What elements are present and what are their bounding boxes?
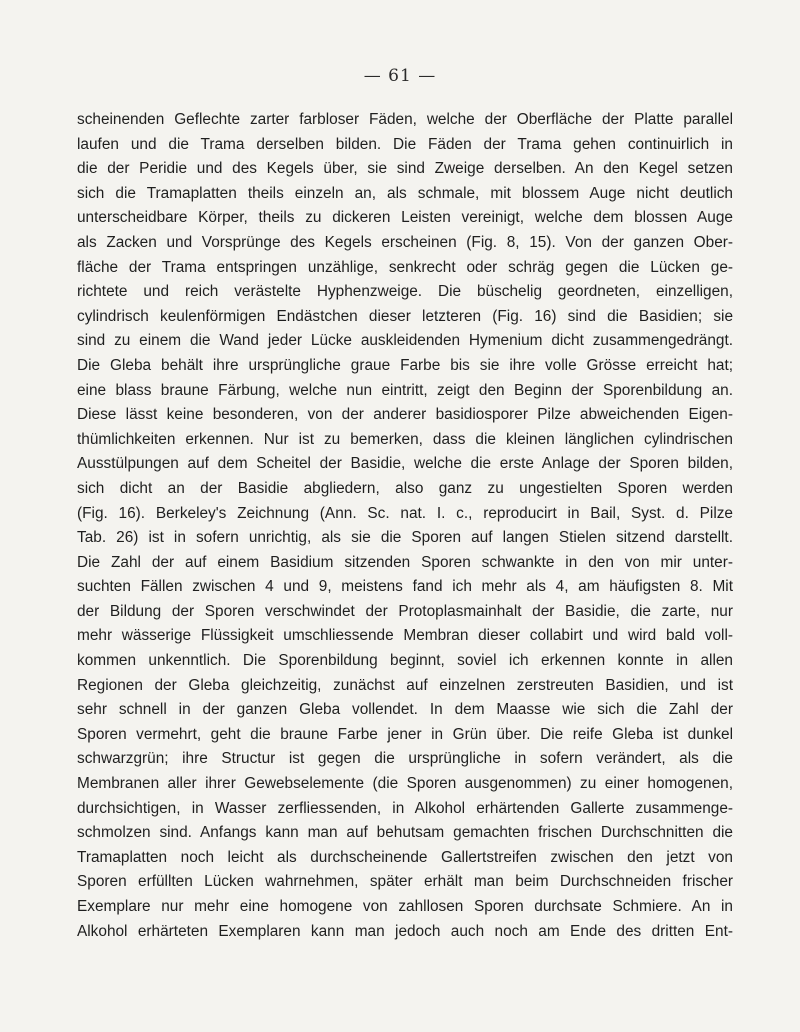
text-line: Tab. 26) ist in sofern unrichtig, als sie die Sporen auf langen Stielen sitzend darstellt. xyxy=(77,529,733,547)
text-line: Die Zahl der auf einem Basidium sitzenden Sporen schwankte in den von mir unter- xyxy=(77,553,733,571)
text-line: richtete und reich verästelte Hyphenzweige. Die büschelig geordneten, einzelligen, xyxy=(77,283,733,301)
text-line: sich dicht an der Basidie abgliedern, also ganz zu ungestielten Sporen werden xyxy=(77,479,733,497)
text-line: mehr wässerige Flüssigkeit umschliessende Membran dieser collabirt und wird bald voll- xyxy=(77,627,733,645)
text-line: eine blass braune Färbung, welche nun eintritt, zeigt den Beginn der Sporenbildung an. xyxy=(77,381,733,399)
text-line: schmolzen sind. Anfangs kann man auf behutsam gemachten frischen Durchschnitten die xyxy=(77,824,733,842)
text-line: als Zacken und Vorsprünge des Kegels erscheinen (Fig. 8, 15). Von der ganzen Ober- xyxy=(77,233,733,251)
text-line: Membranen aller ihrer Gewebselemente (die Sporen ausgenommen) zu einer homogenen, xyxy=(77,775,733,793)
text-line: sind zu einem die Wand jeder Lücke auskleidenden Hymenium dicht zusammengedrängt. xyxy=(77,332,733,350)
text-line: sich die Tramaplatten theils einzeln an, als schmale, mit blossem Auge nicht deutlich xyxy=(77,184,733,202)
text-line: fläche der Trama entspringen unzählige, senkrecht oder schräg gegen die Lücken ge- xyxy=(77,258,733,276)
text-line: suchten Fällen zwischen 4 und 9, meistens fand ich mehr als 4, am häufigsten 8. Mit xyxy=(77,578,733,596)
text-line: scheinenden Geflechte zarter farbloser Fäden, welche der Oberfläche der Platte parallel xyxy=(77,111,733,128)
text-line: Sporen vermehrt, geht die braune Farbe jener in Grün über. Die reife Gleba ist dunkel xyxy=(77,725,733,743)
text-line: Sporen erfüllten Lücken wahrnehmen, später erhält man beim Durchschneiden frischer xyxy=(77,873,733,891)
text-line: die der Peridie und des Kegels über, sie sind Zweige derselben. An den Kegel setzen xyxy=(77,160,733,178)
text-line: (Fig. 16). Berkeley's Zeichnung (Ann. Sc. nat. I. c., reproducirt in Bail, Syst. d. Pilze xyxy=(77,504,733,522)
text-line: kommen unkenntlich. Die Sporenbildung beginnt, soviel ich erkennen konnte in allen xyxy=(77,652,733,670)
text-line: schwarzgrün; ihre Structur ist gegen die ursprüngliche in sofern verändert, als die xyxy=(77,750,733,768)
text-line: Ausstülpungen auf dem Scheitel der Basidie, welche die erste Anlage der Sporen bilden, xyxy=(77,455,733,473)
text-line: der Bildung der Sporen verschwindet der Protoplasmainhalt der Basidie, die zarte, nur xyxy=(77,602,733,620)
text-line: unterscheidbare Körper, theils zu dickeren Leisten vereinigt, welche dem blossen Auge xyxy=(77,209,733,227)
text-line: thümlichkeiten erkennen. Nur ist zu bemerken, dass die kleinen länglichen cylindrischen xyxy=(77,430,733,448)
page-number: — 61 — xyxy=(363,66,437,86)
text-line: sehr schnell in der ganzen Gleba vollendet. In dem Maasse wie sich die Zahl der xyxy=(77,701,733,719)
body-paragraph xyxy=(77,108,733,944)
text-line: laufen und die Trama derselben bilden. Die Fäden der Trama gehen continuirlich in xyxy=(77,135,733,153)
text-line: Regionen der Gleba gleichzeitig, zunächst auf einzelnen zerstreuten Basidien, und ist xyxy=(77,676,733,694)
text-line: durchsichtigen, in Wasser zerfliessenden, in Alkohol erhärtenden Gallerte zusammenge- xyxy=(77,799,733,817)
text-line: cylindrisch keulenförmigen Endästchen dieser letzteren (Fig. 16) sind die Basidien; sie xyxy=(77,307,733,325)
text-line: Alkohol erhärteten Exemplaren kann man jedoch auch noch am Ende des dritten Ent- xyxy=(77,922,733,940)
text-line: Exemplare nur mehr eine homogene von zahllosen Sporen durchsate Schmiere. An in xyxy=(77,898,733,915)
text-line: Diese lässt keine besonderen, von der anderer basidiosporer Pilze abweichenden Eigen- xyxy=(77,406,733,424)
text-line: Tramaplatten noch leicht als durchscheinende Gallertstreifen zwischen den jetzt von xyxy=(77,848,733,866)
text-line: Die Gleba behält ihre ursprüngliche graue Farbe bis sie ihre volle Grösse erreicht hat; xyxy=(77,356,733,374)
